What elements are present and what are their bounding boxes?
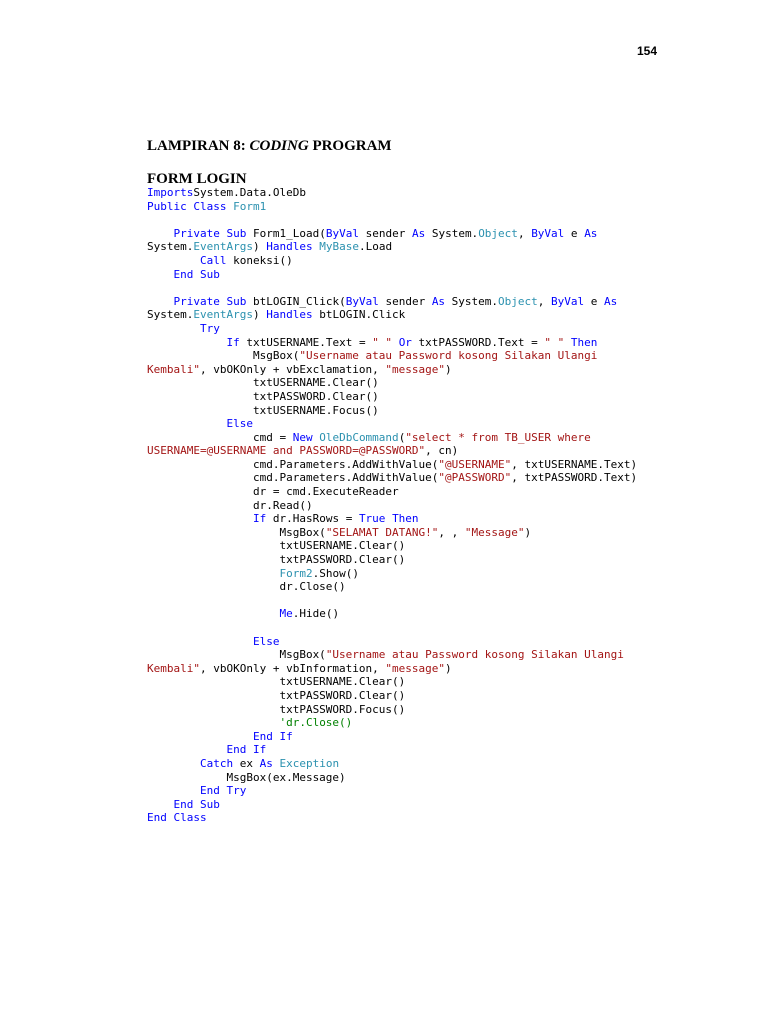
- code-token: System.Data.OleDb: [193, 186, 306, 199]
- code-line: [147, 757, 637, 771]
- code-token: Else: [252, 634, 280, 648]
- code-token: Object: [498, 294, 538, 308]
- code-token: [147, 716, 279, 729]
- code-line: [147, 363, 637, 377]
- code-token: [147, 607, 279, 620]
- code-token: txtPASSWORD.Clear(): [147, 553, 406, 567]
- appendix-heading-suffix: PROGRAM: [308, 138, 392, 154]
- code-token: cmd.Parameters.AddWithValue(: [147, 457, 439, 471]
- code-token: e: [564, 226, 585, 240]
- code-line: [147, 390, 637, 404]
- code-token: txtUSERNAME.Clear(): [147, 675, 406, 689]
- code-token: As: [411, 226, 426, 240]
- code-line: [147, 689, 637, 703]
- code-token: , vbOKOnly + vbInformation,: [199, 661, 386, 675]
- code-token: [147, 227, 174, 240]
- code-token: ): [252, 308, 267, 322]
- code-token: Then: [570, 335, 598, 349]
- code-token: ByVal: [325, 226, 359, 240]
- code-token: ByVal: [551, 294, 585, 308]
- code-token: Private Sub: [173, 294, 247, 308]
- code-line: [147, 703, 637, 717]
- code-line: [147, 648, 637, 662]
- code-token: As: [584, 226, 598, 240]
- code-token: Form1: [233, 199, 267, 213]
- code-token: "message": [385, 362, 446, 376]
- code-line: [147, 213, 637, 227]
- code-token: System.: [425, 226, 479, 240]
- code-token: [147, 784, 200, 797]
- code-token: dr.HasRows =: [266, 512, 359, 526]
- code-token: Private Sub: [173, 226, 247, 240]
- code-line: [147, 349, 637, 363]
- code-line: [147, 295, 637, 309]
- code-token: .Load: [358, 240, 393, 254]
- code-line: [147, 322, 637, 336]
- code-line: [147, 471, 637, 485]
- code-token: MsgBox(ex.Message): [147, 770, 346, 784]
- code-token: Try: [199, 321, 220, 335]
- code-token: As: [604, 294, 618, 308]
- code-token: koneksi(): [226, 253, 293, 267]
- code-line: [147, 281, 637, 295]
- code-token: Or: [398, 335, 412, 349]
- page-number: 154: [637, 44, 658, 58]
- code-token: 'dr.Close(): [279, 716, 353, 730]
- code-token: sender: [358, 226, 412, 240]
- code-token: cmd.Parameters.AddWithValue(: [147, 471, 439, 485]
- code-token: Object: [478, 226, 518, 240]
- code-token: "Message": [464, 525, 525, 539]
- code-token: txtUSERNAME.Focus(): [147, 403, 379, 417]
- code-token: Handles: [266, 240, 313, 254]
- code-line: [147, 376, 637, 390]
- code-line: [147, 662, 637, 676]
- code-line: [147, 308, 637, 322]
- code-token: "Username atau Password kosong Silakan Ulangi: [299, 349, 598, 363]
- code-token: End Try: [199, 784, 247, 798]
- code-token: txtPASSWORD.Clear(): [147, 688, 406, 702]
- code-token: txtPASSWORD.Text =: [411, 335, 545, 349]
- code-token: "SELAMAT DATANG!": [325, 525, 439, 539]
- code-token: [147, 417, 226, 430]
- code-token: Call: [199, 253, 227, 267]
- code-token: End Sub: [173, 267, 220, 281]
- code-token: If: [226, 335, 240, 349]
- code-token: [147, 295, 174, 308]
- code-token: Then: [392, 512, 419, 526]
- code-line: [147, 499, 637, 513]
- code-token: (: [398, 430, 406, 444]
- form-login-heading: FORM LOGIN: [147, 171, 247, 187]
- code-line: [147, 431, 637, 445]
- code-token: ex: [233, 756, 260, 770]
- code-token: [147, 254, 200, 267]
- code-line: [147, 567, 637, 581]
- code-token: e: [584, 294, 605, 308]
- code-token: ,: [517, 226, 532, 240]
- code-token: MsgBox(: [147, 525, 326, 539]
- code-token: "@USERNAME": [438, 457, 512, 471]
- code-line: [147, 240, 637, 254]
- code-token: ): [445, 362, 452, 376]
- code-token: True: [358, 512, 386, 526]
- code-token: txtUSERNAME.Clear(): [147, 376, 379, 390]
- code-token: dr = cmd.ExecuteReader: [147, 485, 399, 499]
- code-token: , cn): [425, 444, 459, 458]
- code-token: As: [259, 756, 273, 770]
- code-line: [147, 444, 637, 458]
- code-line: [147, 526, 637, 540]
- code-token: ,: [537, 294, 552, 308]
- code-token: As: [431, 294, 446, 308]
- code-token: Exception: [279, 756, 340, 770]
- code-line: [147, 730, 637, 744]
- code-token: [147, 512, 253, 525]
- code-line: [147, 417, 637, 431]
- code-token: If: [252, 512, 267, 526]
- code-token: Me: [279, 607, 293, 621]
- code-line: [147, 512, 637, 526]
- code-line: [147, 675, 637, 689]
- code-token: Catch: [199, 756, 234, 770]
- code-token: System.: [147, 240, 194, 254]
- appendix-heading-italic: CODING: [249, 138, 309, 154]
- code-token: "Username atau Password kosong Silakan Ulangi: [325, 648, 624, 662]
- code-line: [147, 811, 637, 825]
- code-token: Public Class: [147, 199, 227, 213]
- code-token: txtUSERNAME.Text =: [239, 335, 373, 349]
- code-token: [147, 743, 226, 756]
- code-token: , vbOKOnly + vbExclamation,: [199, 362, 386, 376]
- code-listing: [147, 186, 637, 825]
- code-line: [147, 580, 637, 594]
- appendix-heading: [147, 138, 392, 155]
- code-token: " ": [372, 335, 393, 349]
- code-token: USERNAME=@USERNAME and PASSWORD=@PASSWORD": [147, 444, 426, 458]
- code-token: EventArgs: [193, 240, 253, 254]
- code-token: btLOGIN.Click: [312, 308, 406, 322]
- code-token: New: [292, 430, 313, 444]
- code-line: [147, 771, 637, 785]
- code-token: txtPASSWORD.Clear(): [147, 389, 379, 403]
- code-token: txtUSERNAME.Clear(): [147, 539, 406, 553]
- code-line: [147, 784, 637, 798]
- code-line: [147, 186, 637, 200]
- code-token: Else: [226, 417, 253, 431]
- code-token: dr.Close(): [147, 580, 346, 594]
- code-token: " ": [544, 335, 565, 349]
- code-line: [147, 743, 637, 757]
- code-token: btLOGIN_Click(: [246, 294, 346, 308]
- code-token: [147, 567, 279, 580]
- code-token: txtPASSWORD.Focus(): [147, 702, 406, 716]
- code-token: ByVal: [531, 226, 565, 240]
- code-line: [147, 798, 637, 812]
- code-token: Kembali": [147, 362, 200, 376]
- code-token: Handles: [266, 308, 313, 322]
- code-token: .Hide(): [292, 607, 340, 621]
- code-line: [147, 607, 637, 621]
- code-token: Imports: [147, 186, 194, 199]
- code-token: System.: [445, 294, 499, 308]
- code-token: "select * from TB_USER where: [405, 430, 591, 444]
- code-line: [147, 254, 637, 268]
- code-token: [147, 322, 200, 335]
- code-line: [147, 268, 637, 282]
- code-token: , txtUSERNAME.Text): [511, 457, 638, 471]
- code-line: [147, 716, 637, 730]
- code-token: "@PASSWORD": [438, 471, 512, 485]
- code-line: [147, 621, 637, 635]
- code-token: [147, 336, 226, 349]
- code-line: [147, 485, 637, 499]
- code-token: End If: [226, 743, 267, 757]
- code-token: [392, 336, 399, 349]
- code-line: [147, 594, 637, 608]
- code-token: ): [252, 240, 267, 254]
- code-token: EventArgs: [193, 308, 253, 322]
- code-token: [147, 798, 174, 811]
- code-token: , ,: [438, 525, 465, 539]
- code-token: System.: [147, 308, 194, 322]
- code-token: cmd =: [147, 430, 293, 444]
- code-token: MsgBox(: [147, 349, 300, 363]
- code-token: dr.Read(): [147, 498, 313, 512]
- code-token: ): [524, 525, 532, 539]
- code-token: sender: [378, 294, 432, 308]
- code-line: [147, 200, 637, 214]
- code-token: MyBase: [319, 240, 359, 254]
- code-token: [564, 336, 571, 349]
- code-line: [147, 336, 637, 350]
- code-token: End If: [252, 729, 293, 743]
- code-token: [147, 635, 253, 648]
- code-token: OleDbCommand: [319, 430, 399, 444]
- code-line: [147, 539, 637, 553]
- code-token: [147, 268, 174, 281]
- code-token: End Sub: [173, 797, 220, 811]
- code-token: [147, 730, 253, 743]
- code-token: Form2: [279, 566, 313, 580]
- code-token: MsgBox(: [147, 648, 326, 662]
- code-line: [147, 553, 637, 567]
- code-line: [147, 635, 637, 649]
- appendix-heading-prefix: LAMPIRAN 8:: [147, 138, 250, 154]
- code-token: .Show(): [312, 566, 359, 580]
- code-token: Kembali": [147, 661, 200, 675]
- code-line: [147, 458, 637, 472]
- code-token: , txtPASSWORD.Text): [511, 471, 638, 485]
- code-token: "message": [385, 661, 446, 675]
- code-token: ): [445, 661, 452, 675]
- code-token: [147, 757, 200, 770]
- code-token: Form1_Load(: [246, 226, 326, 240]
- code-token: ByVal: [345, 294, 379, 308]
- code-line: [147, 227, 637, 241]
- code-token: End Class: [147, 811, 207, 825]
- code-line: [147, 404, 637, 418]
